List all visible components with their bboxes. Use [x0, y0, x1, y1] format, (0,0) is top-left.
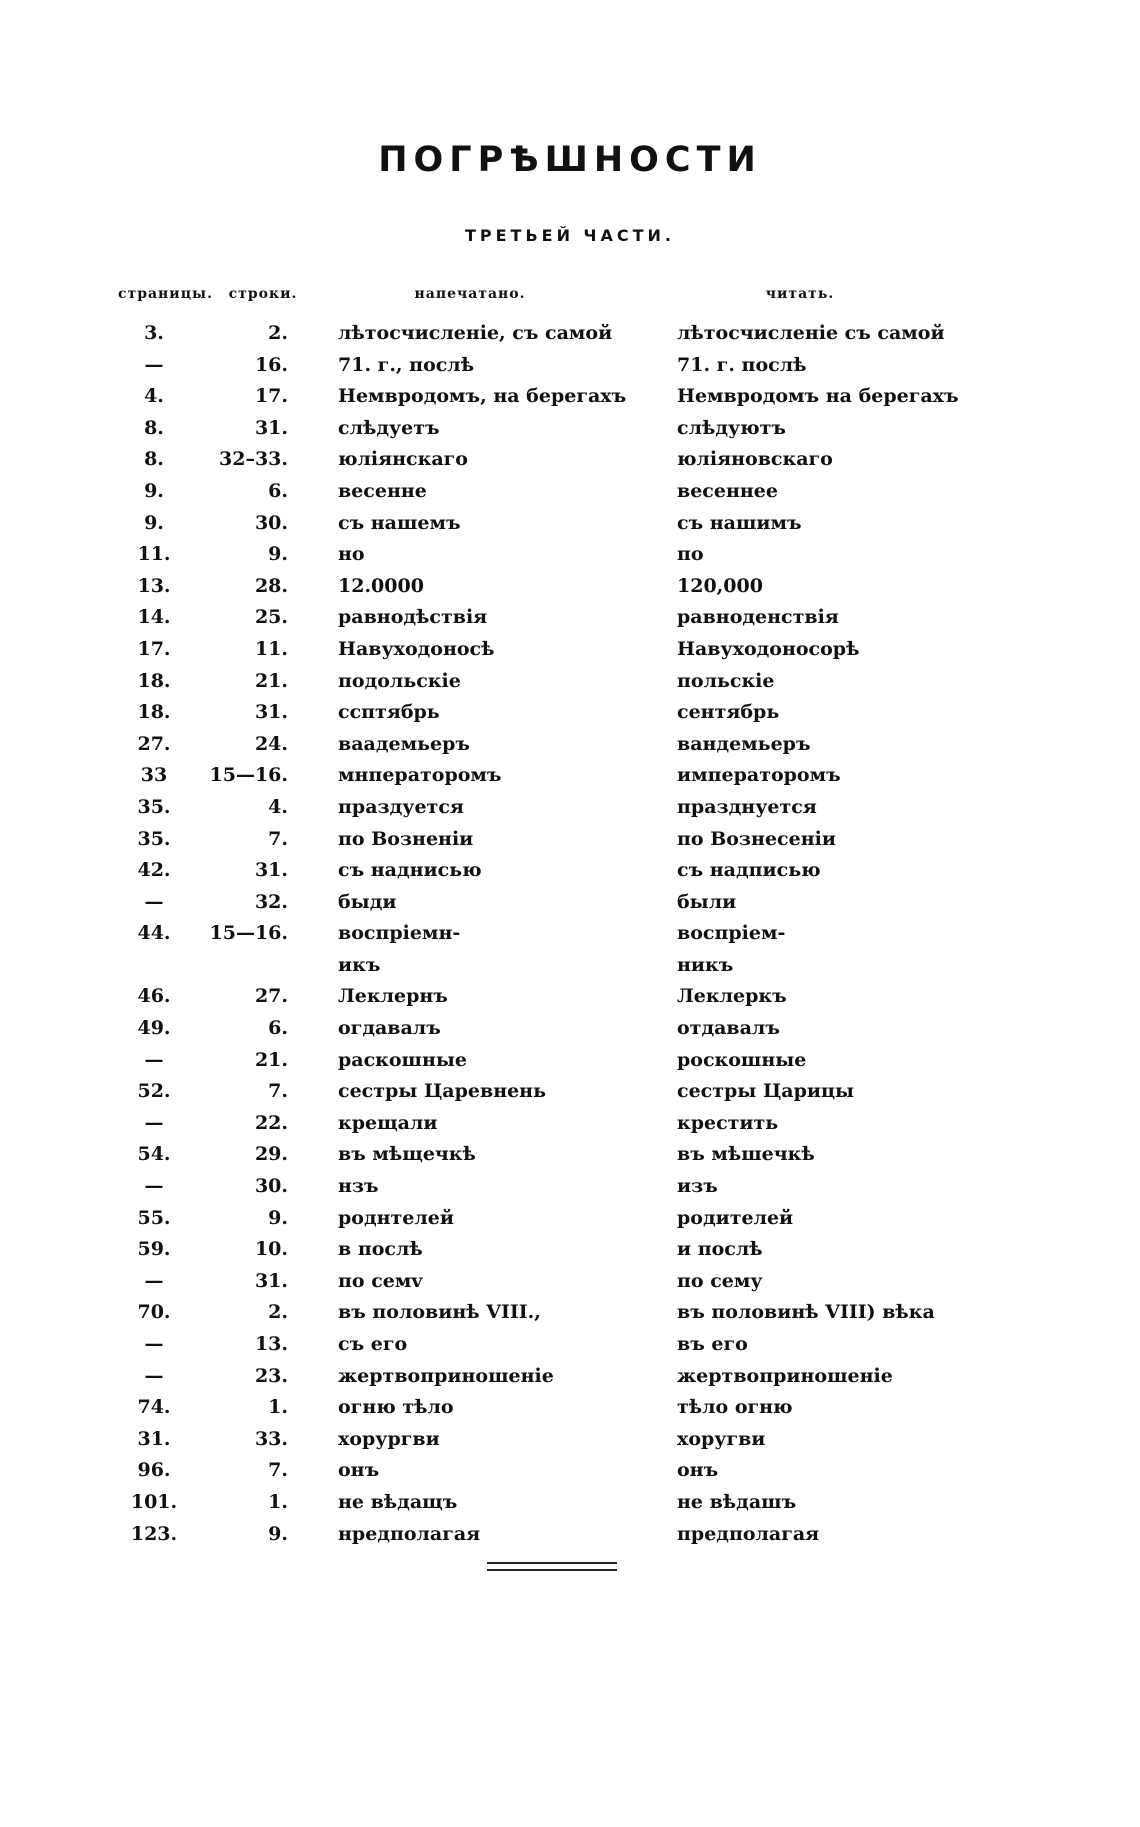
cell-page: 59.	[137, 1238, 171, 1261]
page-title: ПОГРѢШНОСТИ	[378, 140, 762, 180]
cell-line: 16.	[254, 353, 288, 376]
cell-read: слѣдуютъ	[677, 416, 786, 439]
cell-line: 29.	[254, 1143, 288, 1166]
cell-printed: Немвродомъ, на берегахъ	[338, 385, 627, 408]
cell-page: —	[144, 1333, 164, 1355]
cell-line: 17.	[254, 385, 288, 408]
cell-read: въ половинѣ VIII) вѣка	[677, 1301, 935, 1324]
cell-printed: ваадемьеръ	[338, 732, 470, 755]
cell-line: 28.	[254, 574, 288, 597]
cell-page: —	[144, 1364, 164, 1387]
page-subtitle: ТРЕТЬЕЙ ЧАСТИ.	[464, 226, 675, 245]
cell-read: императоромъ	[677, 764, 841, 787]
table-row	[0, 887, 1140, 919]
cell-line: 9.	[268, 1206, 288, 1229]
table-row	[0, 350, 1140, 382]
cell-line: 24.	[254, 732, 288, 755]
cell-printed: 12.0000	[338, 574, 424, 597]
cell-page: 35.	[137, 795, 171, 818]
column-header-line: строки.	[228, 286, 298, 302]
cell-line: 4.	[268, 795, 288, 818]
cell-read: не вѣдашъ	[677, 1490, 797, 1513]
cell-read: празднуется	[677, 795, 817, 818]
table-row	[0, 855, 1140, 887]
cell-line: 1.	[268, 1396, 288, 1419]
cell-page: —	[144, 1048, 164, 1071]
cell-printed: Навуходоносѣ	[338, 637, 495, 660]
cell-page: 9.	[144, 511, 164, 534]
cell-page: —	[144, 1269, 164, 1292]
cell-read: хоругви	[677, 1427, 766, 1450]
column-header-page: страницы.	[118, 286, 213, 302]
cell-read: сестры Царицы	[677, 1080, 855, 1103]
closing-rule-top	[487, 1562, 617, 1564]
table-row	[0, 950, 1140, 982]
table-row	[0, 1234, 1140, 1266]
cell-page: 4.	[144, 385, 164, 408]
cell-line: 2.	[268, 322, 288, 344]
cell-line: 22.	[254, 1111, 288, 1134]
table-row	[0, 697, 1140, 729]
cell-read: Немвродомъ на берегахъ	[677, 385, 959, 408]
cell-read: Навуходоносорѣ	[677, 637, 860, 660]
cell-page: 70.	[137, 1301, 171, 1324]
cell-read: польскіе	[677, 669, 775, 692]
cell-line: 13.	[254, 1333, 288, 1355]
table-row	[0, 1266, 1140, 1298]
table-row	[0, 1424, 1140, 1456]
cell-line: 9.	[268, 543, 288, 566]
cell-read: тѣло огню	[677, 1396, 793, 1419]
cell-printed: онъ	[338, 1459, 380, 1482]
column-header-read: читать.	[765, 286, 835, 302]
cell-page: 3.	[144, 322, 164, 344]
cell-page: 9.	[144, 479, 164, 502]
cell-printed: лѣтосчисленіе, съ самой	[338, 322, 613, 344]
table-row	[0, 1487, 1140, 1519]
cell-read: по сему	[677, 1269, 763, 1292]
table-row	[0, 981, 1140, 1013]
table-row	[0, 666, 1140, 698]
cell-line: 33.	[254, 1427, 288, 1450]
cell-page: 27.	[137, 732, 171, 755]
cell-line: 25.	[254, 606, 288, 629]
cell-line: 10.	[254, 1238, 288, 1261]
table-row	[0, 1519, 1140, 1551]
table-row	[0, 729, 1140, 761]
cell-read: съ нашимъ	[677, 511, 802, 534]
cell-page: 18.	[137, 701, 171, 724]
cell-printed: икъ	[338, 953, 381, 976]
table-row	[0, 602, 1140, 634]
cell-line: 6.	[268, 1017, 288, 1040]
cell-read: никъ	[677, 953, 734, 976]
cell-line: 31.	[254, 416, 288, 439]
cell-read: родителей	[677, 1206, 794, 1229]
cell-page: 44.	[137, 922, 171, 945]
cell-printed: по Возненіи	[338, 827, 474, 850]
table-row	[0, 318, 1140, 350]
table-row	[0, 1455, 1140, 1487]
cell-printed: крещали	[338, 1111, 438, 1134]
cell-read: отдавалъ	[677, 1017, 780, 1040]
cell-read: 120,000	[677, 574, 763, 597]
cell-line: 7.	[268, 1459, 288, 1482]
cell-printed: по семv	[338, 1269, 423, 1292]
cell-printed: нзъ	[338, 1175, 379, 1198]
cell-printed: праздуется	[338, 795, 464, 818]
table-row	[0, 1297, 1140, 1329]
cell-printed: въ половинѣ VIII.,	[338, 1301, 541, 1324]
cell-printed: Леклернъ	[338, 985, 448, 1008]
cell-page: 31.	[137, 1427, 171, 1450]
cell-printed: равнодѣствія	[338, 606, 488, 629]
cell-printed: огню тѣло	[338, 1396, 454, 1419]
table-row	[0, 824, 1140, 856]
cell-line: 32.	[254, 890, 288, 913]
table-row	[0, 1171, 1140, 1203]
cell-page: 33	[140, 764, 168, 787]
cell-read: лѣтосчисленіе съ самой	[677, 322, 945, 344]
cell-line: 7.	[268, 827, 288, 850]
cell-line: 27.	[254, 985, 288, 1008]
cell-read: по	[677, 543, 704, 566]
cell-read: онъ	[677, 1459, 719, 1482]
cell-printed: съ его	[338, 1333, 408, 1355]
cell-page: —	[144, 890, 164, 913]
table-row	[0, 1329, 1140, 1361]
cell-read: весеннее	[677, 479, 778, 502]
cell-read: и послѣ	[677, 1238, 763, 1261]
cell-page: 74.	[137, 1396, 171, 1419]
cell-read: юліяновскаго	[677, 448, 833, 471]
cell-read: роскошные	[677, 1048, 807, 1071]
cell-printed: слѣдуетъ	[338, 416, 440, 439]
cell-read: вандемьеръ	[677, 732, 811, 755]
cell-line: 23.	[254, 1364, 288, 1387]
table-row	[0, 1108, 1140, 1140]
cell-page: 8.	[144, 416, 164, 439]
cell-printed: подольскіе	[338, 669, 461, 692]
cell-page: 96.	[137, 1459, 171, 1482]
cell-page: 13.	[137, 574, 171, 597]
cell-page: 101.	[130, 1490, 178, 1513]
table-row	[0, 760, 1140, 792]
cell-page: 18.	[137, 669, 171, 692]
cell-page: —	[144, 353, 164, 376]
cell-line: 21.	[254, 669, 288, 692]
cell-line: 21.	[254, 1048, 288, 1071]
table-row	[0, 918, 1140, 950]
table-row	[0, 792, 1140, 824]
cell-printed: нредполагая	[338, 1522, 481, 1545]
cell-page: 11.	[137, 543, 171, 566]
cell-page: 49.	[137, 1017, 171, 1040]
cell-printed: въ мѣщечкѣ	[338, 1143, 476, 1166]
table-row	[0, 444, 1140, 476]
cell-printed: но	[338, 543, 365, 566]
cell-page: 52.	[137, 1080, 171, 1103]
table-row	[0, 1203, 1140, 1235]
cell-read: предполагая	[677, 1522, 820, 1545]
cell-line: 9.	[268, 1522, 288, 1545]
table-row	[0, 1076, 1140, 1108]
cell-printed: весенне	[338, 479, 427, 502]
table-row	[0, 539, 1140, 571]
errata-table	[0, 318, 1140, 1550]
cell-page: 55.	[137, 1206, 171, 1229]
cell-printed: хорургви	[338, 1427, 440, 1450]
cell-printed: сестры Царевнень	[338, 1080, 546, 1103]
cell-line: 15—16.	[209, 764, 288, 787]
cell-read: по Вознесеніи	[677, 827, 836, 850]
table-row	[0, 476, 1140, 508]
cell-line: 30.	[254, 511, 288, 534]
cell-line: 30.	[254, 1175, 288, 1198]
cell-printed: съ наднисью	[338, 859, 482, 882]
cell-read: сентябрь	[677, 701, 780, 724]
cell-page: 14.	[137, 606, 171, 629]
cell-printed: ссптябрь	[338, 701, 440, 724]
table-row	[0, 571, 1140, 603]
cell-read: въ мѣшечкѣ	[677, 1143, 815, 1166]
table-row	[0, 1045, 1140, 1077]
cell-read: воспріем-	[677, 922, 786, 945]
cell-read: изъ	[677, 1175, 718, 1198]
cell-page: 42.	[137, 859, 171, 882]
cell-printed: 71. г., послѣ	[338, 353, 475, 376]
cell-read: съ надписью	[677, 859, 821, 882]
cell-printed: роднтелей	[338, 1206, 454, 1229]
cell-printed: воспріемн-	[338, 922, 461, 945]
cell-page: 8.	[144, 448, 164, 471]
cell-line: 32–33.	[219, 448, 288, 471]
cell-line: 2.	[268, 1301, 288, 1324]
cell-page: 46.	[137, 985, 171, 1008]
cell-page: 17.	[137, 637, 171, 660]
table-row	[0, 508, 1140, 540]
cell-printed: в послѣ	[338, 1238, 423, 1261]
cell-line: 15—16.	[209, 922, 288, 945]
cell-printed: мнператоромъ	[338, 764, 502, 787]
table-row	[0, 1013, 1140, 1045]
cell-printed: съ нашемъ	[338, 511, 461, 534]
cell-printed: не вѣдащъ	[338, 1490, 458, 1513]
cell-page: 123.	[130, 1522, 178, 1545]
cell-page: 35.	[137, 827, 171, 850]
column-header-printed: напечатано.	[414, 286, 526, 302]
table-row	[0, 381, 1140, 413]
table-row	[0, 1139, 1140, 1171]
cell-read: въ его	[677, 1333, 748, 1355]
cell-printed: жертвоприношеніе	[338, 1364, 554, 1387]
cell-page: 54.	[137, 1143, 171, 1166]
cell-line: 6.	[268, 479, 288, 502]
cell-read: равноденствія	[677, 606, 839, 629]
cell-read: крестить	[677, 1111, 779, 1134]
cell-line: 31.	[254, 701, 288, 724]
cell-line: 1.	[268, 1490, 288, 1513]
cell-line: 31.	[254, 859, 288, 882]
cell-read: Леклеркъ	[677, 985, 787, 1008]
table-row	[0, 1361, 1140, 1393]
table-row	[0, 634, 1140, 666]
cell-line: 11.	[254, 637, 288, 660]
table-row	[0, 413, 1140, 445]
cell-printed: огдавалъ	[338, 1017, 441, 1040]
table-row	[0, 1392, 1140, 1424]
cell-printed: раскошные	[338, 1048, 468, 1071]
cell-line: 7.	[268, 1080, 288, 1103]
cell-page: —	[144, 1111, 164, 1134]
closing-rule-bottom	[487, 1569, 617, 1571]
cell-read: жертвоприношеніе	[677, 1364, 893, 1387]
cell-page: —	[144, 1175, 164, 1198]
cell-printed: быди	[338, 890, 397, 913]
cell-read: 71. г. послѣ	[677, 353, 807, 376]
cell-line: 31.	[254, 1269, 288, 1292]
cell-read: были	[677, 890, 737, 913]
cell-printed: юліянскаго	[338, 448, 468, 471]
